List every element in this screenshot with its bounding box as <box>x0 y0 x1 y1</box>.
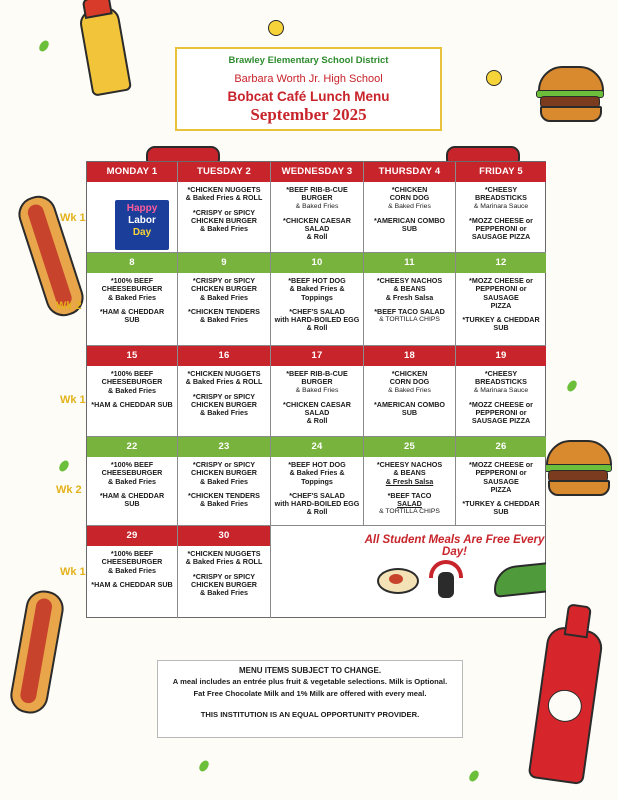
menu-items <box>181 550 267 616</box>
leaf-icon <box>565 379 578 393</box>
day-header: 19 <box>456 346 546 366</box>
leaf-icon <box>37 39 50 53</box>
badge-word: Happy <box>126 203 158 214</box>
menu-items <box>181 277 267 343</box>
calendar-day-cell <box>364 346 456 437</box>
menu-item-line: & Fresh Salsa <box>385 292 434 302</box>
week-label: Wk 1 <box>60 566 86 578</box>
calendar-day-cell <box>271 162 364 253</box>
menu-item-line: PEPPERONI or SAUSAGE <box>475 284 527 302</box>
day-header: 15 <box>87 346 177 366</box>
mustard-bottle-illustration <box>78 5 132 97</box>
menu-item-line: & Marinara Sauce <box>473 202 529 210</box>
menu-item-line: *BEEF TACO SALAD <box>374 306 445 316</box>
day-header: 23 <box>178 437 270 457</box>
calendar-day-cell <box>271 253 364 346</box>
menu-item-line: *CHEF'S SALAD <box>289 490 345 500</box>
ketchup-bottle-illustration <box>528 625 605 785</box>
menu-item-line: CHICKEN BURGER <box>191 215 257 225</box>
menu-footer-notice <box>157 660 463 738</box>
menu-item-line: *100% BEEF <box>110 549 154 558</box>
day-header: FRIDAY 5 <box>456 162 546 182</box>
menu-items <box>459 370 543 434</box>
menu-item-line: & Baked Fries <box>200 292 248 302</box>
week-label: Wk 1 <box>60 394 86 406</box>
menu-item-line: SAUSAGE PIZZA <box>471 232 531 242</box>
menu-item-line: *CHICKEN <box>391 185 428 194</box>
menu-item-line: & Roll <box>306 416 328 426</box>
menu-item-line: *CRISPY or SPICY <box>192 276 256 285</box>
menu-item-line: PIZZA <box>490 484 512 494</box>
menu-header <box>175 47 442 131</box>
menu-item-line: *HAM & CHEDDAR <box>99 306 165 316</box>
menu-item-line: & Baked Fries & Toppings <box>289 468 345 486</box>
menu-item-line: CHICKEN BURGER <box>191 468 257 478</box>
menu-item-line: CHICKEN BURGER <box>191 399 257 409</box>
day-header: TUESDAY 2 <box>178 162 270 182</box>
day-header: 30 <box>178 526 270 546</box>
menu-item-line: & Marinara Sauce <box>473 386 529 394</box>
leaf-icon <box>57 459 70 473</box>
menu-items <box>90 186 174 250</box>
menu-item-line: with HARD-BOILED EGG & Roll <box>274 315 360 333</box>
menu-items <box>459 186 543 250</box>
day-header: MONDAY 1 <box>87 162 177 182</box>
menu-item-line: *CHICKEN <box>391 369 428 378</box>
menu-items <box>459 277 543 343</box>
menu-item-line: *BEEF RIB-B-CUE BURGER <box>286 185 348 203</box>
menu-item-line: & BEANS <box>393 284 426 294</box>
flower-icon <box>268 20 284 36</box>
menu-item-line: PEPPERONI or SAUSAGE <box>475 468 527 486</box>
menu-item-line: *HAM & CHEDDAR SUB <box>91 579 173 589</box>
menu-items <box>181 186 267 250</box>
school-name: Barbara Worth Jr. High School <box>234 73 383 85</box>
menu-item-line: *MOZZ CHEESE or <box>469 399 533 409</box>
calendar-day-cell <box>178 526 271 618</box>
menu-item-line: & Baked Fries <box>200 315 248 325</box>
menu-item-line: *CHICKEN CAESAR SALAD <box>283 399 351 418</box>
calendar-day-cell <box>364 162 456 253</box>
day-header: 24 <box>271 437 363 457</box>
calendar-day-cell <box>178 162 271 253</box>
day-header: 11 <box>364 253 455 273</box>
menu-item-line: PEPPERONI or <box>475 408 527 418</box>
district-name: Brawley Elementary School District <box>228 55 389 66</box>
calendar-day-cell <box>271 437 364 526</box>
menu-item-line: & Baked Fries <box>200 499 248 509</box>
menu-items <box>90 461 174 523</box>
week-label: Wk 2 <box>56 484 82 496</box>
menu-item-line: *CHEESY BREADSTICKS <box>475 185 527 203</box>
calendar-day-cell <box>87 253 178 346</box>
menu-item-line: *CHICKEN NUGGETS <box>187 369 261 378</box>
menu-items <box>274 186 360 250</box>
menu-item-line: & Baked Fries <box>295 202 339 210</box>
menu-item-line: SALAD <box>397 499 422 509</box>
menu-item-line: CORN DOG <box>389 377 430 387</box>
calendar-day-cell <box>87 346 178 437</box>
menu-items <box>367 370 452 434</box>
menu-item-line: & Baked Fries <box>200 588 248 598</box>
menu-item-line: & Baked Fries & ROLL <box>185 377 263 387</box>
menu-item-line: *BEEF HOT DOG <box>288 460 346 469</box>
calendar-day-cell <box>271 346 364 437</box>
menu-item-line: & BEANS <box>393 468 426 478</box>
menu-item-line: PIZZA <box>490 300 512 310</box>
menu-item-line: CHEESEBURGER <box>101 284 163 294</box>
menu-item-line: *AMERICAN COMBO <box>373 215 446 225</box>
menu-item-line: & Baked Fries <box>388 202 431 210</box>
menu-item-line: & Baked Fries <box>388 386 431 394</box>
calendar-day-cell <box>178 346 271 437</box>
footer-line: MENU ITEMS SUBJECT TO CHANGE. <box>238 666 382 675</box>
day-header: 29 <box>87 526 177 546</box>
menu-item-line: & Baked Fries & ROLL <box>185 193 263 203</box>
footer-line: THIS INSTITUTION IS AN EQUAL OPPORTUNITY PROVIDER. <box>200 710 420 719</box>
menu-item-line: & Baked Fries & Toppings <box>289 284 345 302</box>
calendar-day-cell <box>456 346 546 437</box>
menu-item-line: & Baked Fries & ROLL <box>185 557 263 567</box>
menu-item-line: *CHICKEN CAESAR SALAD <box>283 215 351 234</box>
menu-items <box>367 461 452 523</box>
menu-item-line: *CHICKEN NUGGETS <box>187 185 261 194</box>
menu-item-line: CHICKEN BURGER <box>191 579 257 589</box>
menu-item-line: & TORTILLA CHIPS <box>379 508 440 516</box>
menu-items <box>181 461 267 523</box>
day-header: 22 <box>87 437 177 457</box>
hotdog-illustration <box>8 588 67 717</box>
calendar-day-cell <box>178 253 271 346</box>
calendar-day-cell <box>456 253 546 346</box>
day-header: 9 <box>178 253 270 273</box>
menu-item-line: SUB <box>124 499 140 509</box>
menu-item-line: *HAM & CHEDDAR <box>99 490 165 500</box>
menu-item-line: *MOZZ CHEESE or <box>469 276 533 285</box>
menu-item-line: *CHICKEN TENDERS <box>188 490 260 500</box>
month-title: September 2025 <box>250 105 367 124</box>
day-header: 18 <box>364 346 455 366</box>
menu-item-line: *100% BEEF <box>110 369 154 378</box>
menu-item-line: *CHICKEN NUGGETS <box>187 549 261 558</box>
mascot-icon <box>429 560 463 600</box>
day-header: 12 <box>456 253 546 273</box>
menu-item-line: & Baked Fries <box>108 292 156 302</box>
menu-item-line: PEPPERONI or <box>475 224 527 234</box>
menu-item-line: SUB <box>493 507 509 517</box>
menu-item-line: CHEESEBURGER <box>101 377 163 387</box>
free-meals-cell <box>363 526 546 618</box>
menu-item-line: *MOZZ CHEESE or <box>469 460 533 469</box>
footer-line: A meal includes an entrée plus fruit & vegetable selections. Milk is Optional. <box>172 677 448 686</box>
menu-item-line: *CRISPY or SPICY <box>192 391 256 401</box>
leaf-icon <box>467 769 480 783</box>
menu-item-line: *BEEF RIB-B-CUE BURGER <box>286 369 348 387</box>
calendar-day-cell <box>87 162 178 253</box>
menu-item-line: *BEEF HOT DOG <box>288 276 346 285</box>
menu-item-line: SUB <box>124 315 140 325</box>
menu-items <box>90 370 174 434</box>
menu-item-line: & TORTILLA CHIPS <box>379 316 440 324</box>
menu-item-line: & Roll <box>306 232 328 242</box>
day-header: 8 <box>87 253 177 273</box>
menu-item-line: CORN DOG <box>389 193 430 203</box>
menu-item-line: *CHEF'S SALAD <box>289 306 345 316</box>
calendar-day-cell <box>364 253 456 346</box>
day-header: WEDNESDAY 3 <box>271 162 363 182</box>
menu-item-line: & Baked Fries <box>108 565 156 575</box>
menu-item-line: & Baked Fries <box>295 386 339 394</box>
menu-item-line: *CHICKEN TENDERS <box>188 306 260 316</box>
calendar-day-cell <box>456 162 546 253</box>
spaghetti-plate-icon <box>377 568 419 594</box>
menu-title: Bobcat Café Lunch Menu <box>227 89 390 104</box>
calendar-day-cell <box>87 526 178 618</box>
menu-items <box>90 277 174 343</box>
menu-item-line: *CHEESY NACHOS <box>376 460 443 469</box>
menu-item-line: & Fresh Salsa <box>385 476 434 486</box>
week-label: Wk 1 <box>60 212 86 224</box>
menu-item-line: *CRISPY or SPICY <box>192 460 256 469</box>
day-header: 16 <box>178 346 270 366</box>
calendar-day-cell <box>364 437 456 526</box>
menu-items <box>274 370 360 434</box>
day-header: 17 <box>271 346 363 366</box>
menu-item-line: SAUSAGE PIZZA <box>471 416 531 426</box>
menu-item-line: & Baked Fries <box>200 224 248 234</box>
menu-item-line: CHEESEBURGER <box>101 468 163 478</box>
alligator-icon <box>492 560 546 598</box>
menu-item-line: SUB <box>493 323 509 333</box>
footer-line: Fat Free Chocolate Milk and 1% Milk are offered with every meal. <box>193 689 427 698</box>
leaf-icon <box>197 759 210 773</box>
calendar-day-cell <box>178 437 271 526</box>
menu-item-line: *AMERICAN COMBO <box>373 399 446 409</box>
menu-item-line: *MOZZ CHEESE or <box>469 215 533 225</box>
menu-item-line: *100% BEEF <box>110 460 154 469</box>
menu-item-line: CHICKEN BURGER <box>191 284 257 294</box>
calendar-day-cell <box>456 437 546 526</box>
day-header: 26 <box>456 437 546 457</box>
menu-item-line: with HARD-BOILED EGG & Roll <box>274 499 360 517</box>
menu-item-line: SUB <box>401 224 418 234</box>
menu-item-line: *CRISPY or SPICY <box>192 207 256 217</box>
menu-item-line: *CHEESY NACHOS <box>376 276 443 285</box>
day-header: 10 <box>271 253 363 273</box>
menu-items <box>367 277 452 343</box>
flower-icon <box>486 70 502 86</box>
lunch-calendar <box>86 161 546 618</box>
menu-items <box>367 186 452 250</box>
burger-illustration <box>538 66 600 118</box>
menu-item-line: *CRISPY or SPICY <box>192 571 256 581</box>
free-meals-banner: All Student Meals Are Free Every Day! <box>364 534 545 558</box>
menu-item-line: & Baked Fries <box>200 408 248 418</box>
badge-word: Day <box>132 227 152 238</box>
calendar-day-cell <box>87 437 178 526</box>
week-label: Wk 2 <box>56 300 82 312</box>
menu-items <box>274 277 360 343</box>
day-header: THURSDAY 4 <box>364 162 455 182</box>
menu-item-line: SUB <box>401 408 418 418</box>
menu-item-line: & Baked Fries <box>108 385 156 395</box>
menu-item-line: *CHEESY BREADSTICKS <box>475 369 527 387</box>
menu-item-line: CHEESEBURGER <box>101 557 163 567</box>
menu-item-line: *TURKEY & CHEDDAR <box>462 499 540 509</box>
day-header: 25 <box>364 437 455 457</box>
menu-item-line: *100% BEEF <box>110 276 154 285</box>
menu-items <box>459 461 543 523</box>
menu-item-line: & Baked Fries <box>200 476 248 486</box>
menu-items <box>274 461 360 523</box>
burger-illustration <box>546 440 608 492</box>
menu-item-line: & Baked Fries <box>108 476 156 486</box>
menu-item-line: *BEEF TACO <box>387 490 432 500</box>
menu-item-line: *HAM & CHEDDAR SUB <box>91 399 173 409</box>
badge-word: Labor <box>128 215 156 226</box>
menu-items <box>90 550 174 616</box>
menu-items <box>181 370 267 434</box>
menu-item-line: *TURKEY & CHEDDAR <box>462 315 540 325</box>
